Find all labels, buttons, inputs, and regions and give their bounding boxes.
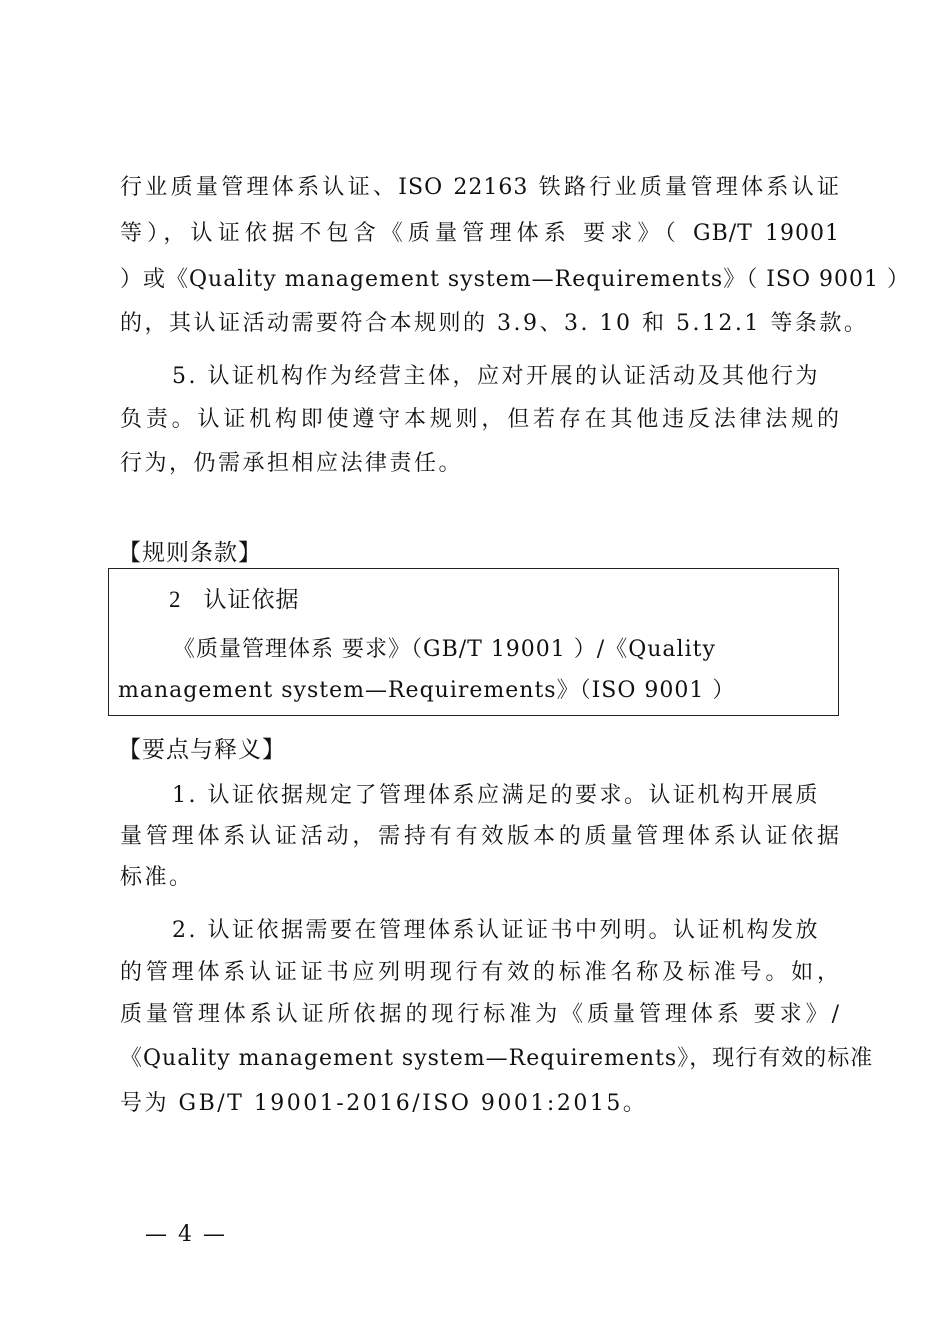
- key-points-heading: 【要点与释义】: [118, 737, 286, 763]
- rule-clause-box: [108, 568, 839, 716]
- paragraph-line: 2. 认证依据需要在管理体系认证证书中列明。认证机构发放: [172, 918, 820, 943]
- rule-clause-heading: 【规则条款】: [118, 540, 262, 566]
- paragraph-line: 质量管理体系认证所依据的现行标准为《质量管理体系 要求》/: [120, 1002, 840, 1027]
- rule-clause-text-line: management system—Requirements》（ISO 9001 ）: [118, 678, 736, 703]
- paragraph-line: 行业质量管理体系认证、ISO 22163 铁路行业质量管理体系认证: [120, 175, 840, 200]
- paragraph-line: 负责。认证机构即使遵守本规则，但若存在其他违反法律法规的: [120, 407, 840, 432]
- page-number: — 4 —: [145, 1222, 227, 1247]
- paragraph-line: 1. 认证依据规定了管理体系应满足的要求。认证机构开展质: [172, 783, 820, 808]
- paragraph-line: 5. 认证机构作为经营主体，应对开展的认证活动及其他行为: [172, 364, 820, 389]
- paragraph-line: 的管理体系认证证书应列明现行有效的标准名称及标准号。如，: [120, 960, 840, 985]
- rule-clause-title: [169, 585, 300, 615]
- paragraph-line: 号为 GB/T 19001-2016/ISO 9001:2015。: [120, 1091, 648, 1116]
- paragraph-line: 的，其认证活动需要符合本规则的 3.9、3. 10 和 5.12.1 等条款。: [120, 311, 869, 336]
- paragraph-line: 行为，仍需承担相应法律责任。: [120, 451, 464, 476]
- paragraph-line: ）或《Quality management system—Requirements》（ ISO 9001 ）: [120, 267, 910, 292]
- paragraph-line: 标准。: [120, 865, 194, 890]
- paragraph-line: 《Quality management system—Requirements》，现行有效的标准: [120, 1046, 874, 1071]
- rule-clause-text-line: 《质量管理体系 要求》（GB/T 19001 ）/《Quality: [173, 637, 716, 662]
- rule-clause-title-text: 认证依据: [203, 587, 300, 613]
- paragraph-line: 量管理体系认证活动，需持有有效版本的质量管理体系认证依据: [120, 824, 840, 849]
- paragraph-line: 等），认证依据不包含《质量管理体系 要求》（ GB/T 19001: [120, 221, 840, 246]
- rule-clause-number: 2: [169, 587, 182, 612]
